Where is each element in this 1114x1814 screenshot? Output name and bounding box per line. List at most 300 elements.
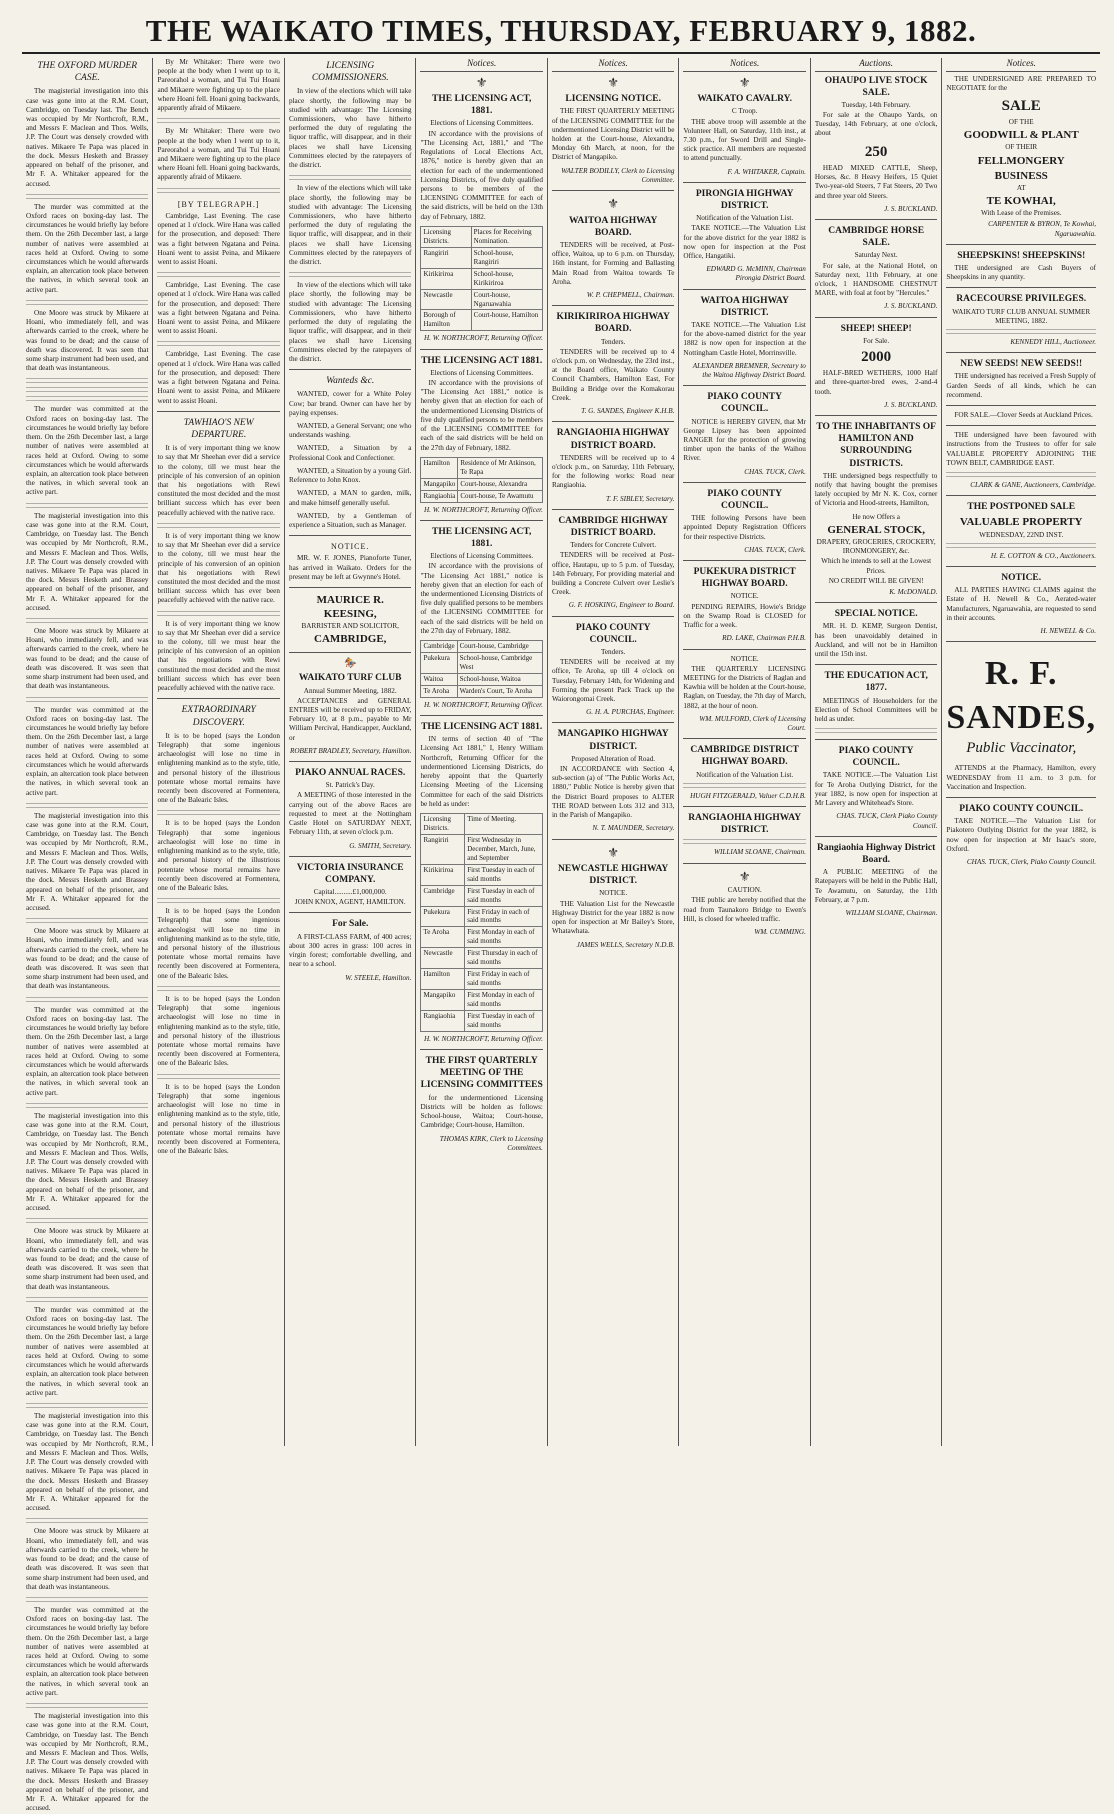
- races-signature: G. SMITH, Secretary.: [349, 841, 412, 850]
- notice-body: A PUBLIC MEETING of the Ratepayers will be held in the Public Hall, Te Awamutu, on Saturday, the 11th February, at 7 p.m.: [814, 868, 938, 904]
- article-paragraph: One Moore was struck by Mikaere at Hoani, who immediately fell, and was afterwards carried to the creek, where he was found to be dead; and the cause of death was discovered. It was seen that some sharp instrument had been used, and that death was instantaneous.: [26, 927, 149, 991]
- notice-title: NEW SEEDS! NEW SEEDS!!: [960, 359, 1083, 370]
- notice-signature: HUGH FITZGERALD, Valuer C.D.H.B.: [690, 791, 806, 800]
- notice-title: THE LICENSING ACT, 1881.: [432, 94, 532, 117]
- notice-signature: T. F. SIBLEY, Secretary.: [605, 494, 675, 503]
- divider: [815, 664, 937, 665]
- article-title: LICENSING COMMISSIONERS.: [311, 61, 389, 84]
- table-cell: Waitoa: [421, 673, 457, 685]
- notice-title: Rangiaohia Highway District Board.: [817, 842, 936, 865]
- turf-club-title: WAIKATO TURF CLUB: [298, 673, 402, 684]
- article-paragraph: The murder was committed at the Oxford races on boxing-day last. The circumstances he would briefly lay before them. On the 26th December last, a large number of natives were assembled at races held at Oxford. Owing to some circumstances which he would afterwards explain, an altercation took place between the natives, in which several took an active part.: [26, 1605, 149, 1697]
- notice-signature: CHAS. TUCK, Clerk Piako County Council.: [836, 812, 938, 830]
- columns: [22, 58, 1100, 1813]
- royal-crest-icon: ⚜: [607, 844, 619, 860]
- article-title: EXTRAORDINARY DISCOVERY.: [181, 705, 256, 728]
- table-cell: First Thursday in each of said months: [465, 948, 543, 969]
- insurance-agent: JOHN KNOX, AGENT, HAMILTON.: [294, 898, 406, 907]
- auction-subtitle: Saturday Next.: [854, 251, 898, 260]
- divider: [552, 509, 674, 510]
- text-lines: [157, 611, 279, 617]
- divider: [815, 602, 937, 603]
- notice-title: WAIKATO CAVALRY.: [697, 94, 793, 105]
- notice-body: THE above troop will assemble at the Volunteer Hall, on Saturday, 11th inst., at 7.30 p.m., for Sword Drill and Single-stick practice. All members are requested to attend punctually.: [683, 117, 806, 163]
- table-cell: First Monday in each of said months: [465, 990, 543, 1011]
- table-row: [421, 490, 542, 502]
- for-sale-title: For Sale.: [332, 919, 369, 930]
- article-paragraph: It is to be hoped (says the London Telegraph) that some ingenious archaeologist will lose no time in enlightening mankind as to the style, title, and personal history of the illustrious potentate whose mortal remains have recently been discovered at Formentera, one of the Balearic Isles.: [157, 907, 280, 980]
- text-lines: [683, 783, 805, 789]
- notice-body: MR. W. F. JONES, Pianoforte Tuner, has arrived in Waikato. Orders for the present may be left at Gwynne's Hotel.: [288, 554, 412, 581]
- notice-heading: NOTICE.: [331, 542, 370, 552]
- text-lines: [289, 272, 411, 278]
- table-cell: Rangiriri: [421, 834, 465, 864]
- divider: [552, 722, 674, 723]
- races-body: A MEETING of those interested in the carrying out of the above Races are requested to meet at the Nottingham Castle Hotel on SATURDAY NEXT, February 11th, at seven o'clock p.m.: [288, 791, 412, 837]
- lease-note: With Lease of the Premises.: [980, 209, 1062, 218]
- notice-subtitle: NOTICE.: [599, 889, 628, 898]
- notice-body: IN terms of section 40 of "The Licensing Act 1881," I, Henry William Northcroft, Returning Officer for the undermentioned Licensing Districts, do hereby appoint that the Quarterly Licensing Meeting of the Licensing Committee for each of the said Districts be held as under:: [420, 735, 543, 808]
- notice-body: TENDERS will be received up to 4 o'clock p.m., on Saturday, 11th February, for the following works: Road near Rangiaohia.: [551, 453, 675, 490]
- notice-title: LICENSING NOTICE.: [565, 94, 661, 105]
- notice-signature: H. NEWELL & Co.: [1040, 627, 1097, 635]
- notice-signature: F. A. WHITAKER, Captain.: [727, 167, 806, 176]
- notice-body: MR. H. D. KEMP, Surgeon Dentist, has been unavoidably detained in Auckland, and will not be in Hamilton until the 15th inst.: [814, 622, 938, 658]
- table-cell: First Friday in each of said months: [465, 906, 543, 927]
- table-row: [421, 685, 542, 697]
- table-cell: Court-house, Hamilton: [471, 310, 542, 331]
- column-heading: Notices.: [552, 58, 674, 72]
- text-lines: [26, 378, 148, 384]
- notice-signature: WILLIAM SLOANE, Chairman.: [845, 908, 938, 917]
- article-paragraph: In view of the elections which will take place shortly, the following may be studied with advantage: The Licensing Commissioners, who have hitherto performed the duty of regulating the liquor traffic, will disappear, and in their places we shall have Licensing Committees elected by the ratepayers of the district.: [288, 281, 412, 363]
- notice-subtitle: Tenders for Concrete Culvert.: [570, 541, 657, 550]
- auction-subtitle: He now Offers a: [852, 512, 900, 521]
- notice-body: for the undermentioned Licensing Districts will be holden as follows: School-house, Waitoa; Court-house, Cambridge; Court-house, Hamilton.: [420, 1093, 543, 1130]
- table-row: [421, 969, 542, 990]
- text-lines: [26, 1103, 148, 1109]
- notice-signature: CHAS. TUCK, Clerk, Piako County Council.: [966, 858, 1097, 867]
- notice-body: TENDERS will be received, at Post-office, Waitoa, up to 6 p.m. on Thursday, 16th instant, for Forming and Ballasting Main Road from Waitoa towards Te Aroha.: [551, 240, 675, 286]
- races-title: PIAKO ANNUAL RACES.: [295, 768, 406, 779]
- notice-body: ALL PARTIES HAVING CLAIMS against the Estate of H. Newell & Co., Aerated-water Manufacturers, Ngaruawahia, are requested to send in their accounts.: [946, 586, 1097, 622]
- connector-text: OF THEIR: [1005, 143, 1038, 152]
- divider: [683, 560, 805, 561]
- text-lines: [26, 1403, 148, 1409]
- notice-title: RACECOURSE PRIVILEGES.: [956, 294, 1087, 305]
- table-row: [421, 834, 542, 864]
- article-paragraph: It is to be hoped (says the London Telegraph) that some ingenious archaeologist will lose no time in enlightening mankind as to the style, title, and personal history of the illustrious potentate whose mortal remains have recently been discovered at Formentera, one of the Balearic Isles.: [157, 1082, 280, 1156]
- divider: [420, 349, 542, 350]
- notice-subtitle: Notification of the Valuation List.: [696, 214, 794, 223]
- notice-title: WAITOA HIGHWAY DISTRICT.: [700, 295, 789, 318]
- text-lines: [946, 329, 1096, 335]
- divider: [552, 190, 674, 191]
- column-7: [811, 58, 942, 1446]
- vaccinator-name: R. F. SANDES,: [946, 655, 1097, 736]
- table-cell: Newcastle: [421, 948, 465, 969]
- notice-body: THE QUARTERLY LICENSING MEETING for the Districts of Raglan and Kawhia will be holden at the Court-house, Raglan, on Tuesday, the 7th day of March, 1882, at the hour of noon.: [683, 664, 806, 710]
- table-cell: Hamilton: [421, 457, 458, 478]
- notice-subtitle: C Troop.: [731, 107, 758, 116]
- notice-body: THE Valuation List for the Newcastle Highway District for the year 1882 is now open for inspection at Mr Bailey's Store, Whatawhata.: [551, 899, 675, 936]
- notice-title: THE LICENSING ACT, 1881.: [432, 526, 532, 549]
- telegraph-subhead: [BY TELEGRAPH.]: [177, 199, 260, 209]
- auction-body: THE undersigned begs respectfully to notify that having bought the premises lately occupied by Mr N. K. Cox, corner of Victoria and Hood-streets, Hamilton,: [814, 471, 938, 508]
- keesing-name: MAURICE R. KEESING,: [316, 594, 384, 621]
- article-paragraph: By Mr Whitaker: There were two people at the body when I went up to it, Pareorahol a woman, and Tui Tui Hoani and Mikaere were fighting up to the place where Hoani fell. Hoani going backwards, apparently afraid of Mikaere.: [157, 58, 280, 113]
- business-heading: BUSINESS: [994, 169, 1048, 182]
- vaccinator-title: Public Vaccinator,: [966, 740, 1077, 757]
- races-subtitle: St. Patrick's Day.: [325, 781, 375, 790]
- table-cell: Te Aroha: [421, 927, 465, 948]
- divider: [552, 305, 674, 306]
- notice-subtitle: Elections of Licensing Committees.: [430, 552, 534, 561]
- notice-title: RANGIAOHIA HIGHWAY DISTRICT.: [688, 813, 802, 836]
- notice-body: IN accordance with the provisions of "The Licensing Act 1881," notice is hereby given that an election for each of the undermentioned Licensing Districts of five duly qualified persons to be members of the LICENSING COMMITTEE for each of the said districts will be held on the 27th day of February, 1882.: [420, 378, 543, 452]
- turf-club-signature: ROBERT BRADLEY, Secretary, Hamilton.: [289, 746, 412, 755]
- notice-title: PIAKO COUNTY COUNCIL.: [959, 804, 1084, 815]
- property-heading: VALUABLE PROPERTY: [959, 516, 1083, 529]
- wanted-ad: WANTED, a Situation by a Professional Cook and Confectioner.: [288, 444, 412, 462]
- divider: [946, 797, 1096, 798]
- for-sale-body: A FIRST-CLASS FARM, of 400 acres; about 300 acres in grass: 100 acres in virgin forest; comfortable dwelling, and near to a school.: [288, 932, 412, 969]
- notice-title: PIAKO COUNTY COUNCIL.: [707, 392, 782, 415]
- article-title: THE OXFORD MURDER CASE.: [37, 61, 138, 84]
- divider: [683, 482, 805, 483]
- table-cell: First Tuesday in each of said months: [465, 1011, 543, 1032]
- article-paragraph: The magisterial investigation into this case was gone into at the R.M. Court, Cambridge, on Tuesday last. The Bench was occupied by Mr Northcroft, R.M., and Messrs F. Maclean and Thos. Wells, J.P. The Court was densely crowded with natives. Mikaere Te Papa was placed in the dock. Messrs Hesketh and Brassey appeared on behalf of the prisoner, and Mr F. A. Whitaker appeared for the accused.: [26, 811, 149, 912]
- notice-subtitle: Proposed Alteration of Road.: [571, 754, 656, 763]
- royal-crest-icon: ⚜: [475, 74, 488, 90]
- table-cell: Rangiaohia: [421, 490, 458, 502]
- fellmongery-heading: FELLMONGERY: [977, 154, 1065, 167]
- notice-signature: H. W. NORTHCROFT, Returning Officer.: [423, 334, 543, 343]
- sale-date: WEDNESDAY, 22ND INST.: [979, 530, 1064, 539]
- notice-title: NOTICE.: [1001, 572, 1042, 583]
- notice-signature: H. W. NORTHCROFT, Returning Officer.: [423, 700, 543, 709]
- table-cell: Court-house, Alexandra: [458, 478, 543, 490]
- table-cell: Pukekura: [421, 653, 457, 674]
- general-stock-heading: GENERAL STOCK,: [827, 523, 925, 536]
- no-credit-notice: NO CREDIT WILL BE GIVEN!: [828, 576, 924, 585]
- article-paragraph: The murder was committed at the Oxford races on boxing-day last. The circumstances he would briefly lay before them. On the 26th December last, a large number of natives were assembled at races held at Oxford. Owing to some circumstances which he would afterwards explain, an altercation took place between the natives, in which several took an active part.: [26, 1305, 149, 1397]
- article-paragraph: Cambridge, Last Evening. The case opened at 1 o'clock. Wire Hana was called for the prosecution, and deposed: There was a fight between Ngatana and Peina. Hoani went to assist Peina, and Mikaere went to assist Hoani.: [157, 350, 280, 405]
- notice-signature: JAMES WELLS, Secretary N.D.B.: [576, 940, 675, 949]
- connector-text: AT: [1016, 183, 1026, 192]
- article-paragraph: Cambridge, Last Evening. The case opened at 1 o'clock. Wire Hana was called for the prosecution, and deposed: There was a fight between Ngatana and Peina. Hoani went to assist Peina, and Mikaere went to assist Hoani.: [157, 211, 280, 266]
- divider: [420, 520, 542, 521]
- article-paragraph: It is to be hoped (says the London Telegraph) that some ingenious archaeologist will lose no time in enlightening mankind as to the style, title, and personal history of the illustrious potentate whose mortal remains have recently been discovered at Formentera, one of the Balearic Isles.: [157, 731, 280, 805]
- divider: [157, 698, 279, 699]
- text-lines: [26, 1218, 148, 1224]
- divider: [946, 244, 1096, 245]
- notice-subtitle: NOTICE.: [730, 592, 759, 601]
- notice-subtitle: Tenders.: [600, 337, 626, 346]
- table-row: [421, 641, 542, 653]
- notice-signature: H. W. NORTHCROFT, Returning Officer.: [423, 1034, 543, 1043]
- table-row: [421, 948, 542, 969]
- article-paragraph: One Moore was struck by Mikaere at Hoani, who immediately fell, and was afterwards carried to the creek, where he was found to be dead; and the cause of death was discovered. It was seen that some sharp instrument had been used, and that death was instantaneous.: [26, 308, 149, 373]
- text-lines: [26, 918, 148, 924]
- notice-signature: G. H. A. PURCHAS, Engineer.: [586, 708, 675, 717]
- article-paragraph: The murder was committed at the Oxford races on boxing-day last. The circumstances he would briefly lay before them. On the 26th December last, a large number of natives were assembled at races held at Oxford. Owing to some circumstances which he would afterwards explain, an altercation took place between the natives, in which several took an active part.: [26, 202, 149, 294]
- table-cell: Cambridge: [421, 885, 465, 906]
- divider: [289, 652, 411, 653]
- divider: [683, 182, 805, 183]
- article-paragraph: The magisterial investigation into this case was gone into at the R.M. Court, Cambridge, on Tuesday last. The Bench was occupied by Mr Northcroft, R.M., and Messrs F. Maclean and Thos. Wells, J.P. The Court was densely crowded with natives. Mikaere Te Papa was placed in the dock. Messrs Hesketh and Brassey appeared on behalf of the prisoner, and Mr F. A. Whitaker appeared for the accused.: [26, 87, 149, 188]
- notice-signature: T. G. SANDES, Engineer K.H.B.: [581, 407, 675, 416]
- auction-headline-number: 250: [864, 143, 888, 160]
- divider: [683, 289, 805, 290]
- column-6: [679, 58, 810, 1446]
- table-cell: First Wednesday in December, March, June, and September: [465, 834, 543, 864]
- notice-signature: N. T. MAUNDER, Secretary.: [592, 824, 675, 833]
- table-cell: Newcastle: [421, 289, 471, 310]
- royal-crest-icon: ⚜: [738, 74, 751, 90]
- notice-title: THE EDUCATION ACT, 1877.: [824, 671, 928, 694]
- notice-body: TAKE NOTICE.—The Valuation List for Te Aroha Outlying District, for the year 1882, is now open for inspection at Mr Lavery and Whitehead's Store.: [814, 771, 938, 808]
- notice-signature: CLARK & GANE, Auctioneers, Cambridge.: [970, 481, 1097, 490]
- article-paragraph: The magisterial investigation into this case was gone into at the R.M. Court, Cambridge, on Tuesday last. The Bench was occupied by Mr Northcroft, R.M., and Messrs F. Maclean and Thos. Wells, J.P. The Court was densely crowded with natives. Mikaere Te Papa was placed in the dock. Messrs Hesketh and Brassey appeared on behalf of the prisoner, and Mr F. A. Whitaker appeared for the accused.: [26, 1412, 149, 1513]
- article-paragraph: The magisterial investigation into this case was gone into at the R.M. Court, Cambridge, on Tuesday last. The Bench was occupied by Mr Northcroft, R.M., and Messrs F. Maclean and Thos. Wells, J.P. The Court was densely crowded with natives. Mikaere Te Papa was placed in the dock. Messrs Hesketh and Brassey appeared on behalf of the prisoner, and Mr F. A. Whitaker appeared for the accused.: [26, 1111, 149, 1213]
- table-cell: Court-house, Te Awamutu: [458, 490, 543, 502]
- notice-body: IN accordance with the provisions of "The Licensing Act, 1881," and "The Regulations of Local Elections Act, 1876," notice is hereby given that an election for each of the undermentioned Licensing Districts, of five duly qualified persons to be members of the LICENSING COMMITTEE for each of the said districts, will be held on the 13th day of February, 1882.: [420, 129, 543, 221]
- table-row: [421, 457, 542, 478]
- notice-signature: W. P. CHEPMELL, Chairman.: [586, 291, 675, 300]
- table-cell: Court-house, Ngaruawahia: [471, 289, 542, 310]
- text-lines: [26, 387, 148, 393]
- notice-signature: WM. MULFORD, Clerk of Licensing Court.: [699, 714, 806, 733]
- divider: [289, 535, 411, 536]
- article-paragraph: One Moore was struck by Mikaere at Hoani, who immediately fell, and was afterwards carried to the creek, where he was found to be dead; and the cause of death was discovered. It was seen that some sharp instrument had been used, and that death was instantaneous.: [26, 1527, 149, 1591]
- licensing-table-3: [420, 640, 542, 698]
- table-cell: Warden's Court, Te Aroha: [457, 685, 542, 697]
- article-paragraph: The magisterial investigation into this case was gone into at the R.M. Court, Cambridge, on Tuesday last. The Bench was occupied by Mr Northcroft, R.M., and Messrs F. Maclean and Thos. Wells, J.P. The Court was densely crowded with natives. Mikaere Te Papa was placed in the dock. Messrs Hesketh and Brassey appeared on behalf of the prisoner, and Mr F. A. Whitaker appeared for the accused.: [26, 1712, 149, 1813]
- notice-body: THE undersigned has received a Fresh Supply of Garden Seeds of all kinds, which he can recommend.: [946, 372, 1097, 399]
- text-lines: [26, 503, 148, 509]
- divider: [946, 566, 1096, 567]
- table-row: [421, 885, 542, 906]
- licensing-table-2: [420, 457, 542, 503]
- insurance-capital: Capital..........£1,000,000.: [313, 888, 387, 897]
- article-paragraph: In view of the elections which will take place shortly, the following may be studied with advantage: The Licensing Commissioners, who have hitherto performed the duty of regulating the liquor traffic, will disappear, and in their places we shall have Licensing Committees elected by the ratepayers of the district.: [288, 87, 412, 170]
- divider: [946, 495, 1096, 496]
- table-header: Places for Receiving Nomination.: [471, 226, 542, 247]
- table-cell: School-house, Kirikiriroa: [471, 268, 542, 289]
- notice-body: IN ACCORDANCE with Section 4, sub-section (a) of "The Public Works Act, 1880," Public Notice is hereby given that the District Board proposes to ALTER THE ROAD between Lots 312 and 313, in the Parish of Mangapiko.: [551, 764, 675, 820]
- royal-crest-icon: ⚜: [607, 196, 619, 212]
- text-lines: [26, 803, 148, 809]
- article-paragraph: It is of very important thing we know to say that Mr Sheehan ever did a service to the colony, till we must hear the principle of his conversion of an opinion that his negotiations with Rewi constituted the most decided and the most brilliant success which has ever been peacefully achieved with the native race.: [157, 531, 280, 605]
- divider: [815, 836, 937, 837]
- notice-title: THE FIRST QUARTERLY MEETING OF THE LICENSING COMMITTEES: [420, 1056, 543, 1091]
- notice-body: NOTICE is HEREBY GIVEN, that Mr George Lipsey has been appointed RANGER for the protection of growing timber upon the banks of the Waihou River.: [683, 417, 806, 463]
- table-cell: First Tuesday in each of said months: [465, 864, 543, 885]
- notice-body: THE FIRST QUARTERLY MEETING of the LICENSING COMMITTEE for the undermentioned Licensing District will be holden at the Court-house, Alexandra, Monday 6th March, at noon, for the District of Mangapiko.: [551, 107, 675, 162]
- table-cell: Kirikiriroa: [421, 864, 465, 885]
- notice-body: THE public are hereby notified that the road from Taunakoro Bridge to Ewen's Hill, is closed for wheeled traffic.: [683, 896, 806, 923]
- table-row: [421, 478, 542, 490]
- notice-body: THE following Persons have been appointed Deputy Registration Officers for their respective Districts.: [683, 514, 806, 541]
- auction-subtitle: Tuesday, 14th February.: [841, 100, 911, 109]
- notice-signature: WM. CUMMING.: [754, 928, 806, 937]
- text-lines: [157, 118, 279, 124]
- article-paragraph: The murder was committed at the Oxford races on boxing-day last. The circumstances he would briefly lay before them. On the 26th December last, a large number of natives were assembled at races held at Oxford. Owing to some circumstances which he would afterwards explain, an altercation took place between the natives, in which several took an active part.: [26, 705, 149, 797]
- notice-title: THE LICENSING ACT 1881.: [421, 355, 543, 366]
- notice-subtitle: Tenders.: [600, 647, 626, 656]
- notice-title: PIAKO COUNTY COUNCIL.: [707, 488, 782, 512]
- divider: [946, 287, 1096, 288]
- notice-body: PENDING REPAIRS, Howie's Bridge on the Swamp Road is CLOSED for Traffic for a week.: [683, 602, 806, 630]
- auction-body: HALF-BRED WETHERS, 1000 Half and three-quarter-bred ewes, 2-and-4 tooth.: [814, 369, 938, 396]
- auction-signature: K. McDONALD.: [889, 587, 938, 596]
- auction-title: TO THE INHABITANTS OF HAMILTON AND SURROUNDING DISTRICTS.: [816, 422, 936, 469]
- divider: [683, 385, 805, 386]
- divider: [289, 369, 411, 370]
- article-paragraph: It is of very important thing we know to say that Mr Sheehan ever did a service to the colony, till we must hear the principle of his conversion of an opinion that his negotiations with Rewi constituted the most decided and the most brilliant success which has ever been peacefully achieved with the native race.: [157, 444, 280, 517]
- divider: [289, 912, 411, 913]
- notice-subtitle: Elections of Licensing Committees.: [430, 119, 534, 128]
- divider: [420, 1049, 542, 1050]
- column-heading: Notices.: [420, 58, 542, 72]
- text-lines: [26, 618, 148, 624]
- table-cell: Te Aroha: [421, 685, 457, 697]
- wanted-ad: WANTED, a General Servant; one who understands washing.: [288, 422, 412, 440]
- turf-club-subtitle: Annual Summer Meeting, 1882.: [303, 686, 397, 695]
- column-5: [548, 58, 679, 1446]
- divider: [289, 587, 411, 588]
- article-paragraph: It is of very important thing we know to say that Mr Sheehan ever did a service to the colony, till we must hear the principle of his conversion of an opinion that his negotiations with Rewi constituted the most decided and the most brilliant success which has ever been peacefully achieved with the native race.: [157, 619, 280, 693]
- wanted-ad: WANTED, cower for a White Poley Cow; bar brand. Owner can have her by paying expenses.: [288, 390, 412, 417]
- notice-title: CAMBRIDGE DISTRICT HIGHWAY BOARD.: [690, 745, 799, 768]
- divider: [815, 317, 937, 318]
- table-header: Time of Meeting.: [465, 813, 543, 834]
- table-cell: Pukekura: [421, 906, 465, 927]
- table-row: [421, 990, 542, 1011]
- column-heading: Notices.: [946, 58, 1096, 72]
- table-row: [421, 906, 542, 927]
- sale-heading: SALE: [1001, 97, 1041, 114]
- notice-title: RANGIAOHIA HIGHWAY DISTRICT BOARD.: [556, 428, 670, 451]
- notice-title: CAMBRIDGE HIGHWAY DISTRICT BOARD.: [558, 515, 669, 538]
- article-paragraph: It is to be hoped (says the London Telegraph) that some ingenious archaeologist will lose no time in enlightening mankind as to the style, title, and personal history of the illustrious potentate whose mortal remains have recently been discovered at Formentera, one of the Balearic Isles.: [157, 819, 280, 892]
- text-lines: [157, 272, 279, 278]
- table-cell: School-house, Waitoa: [457, 673, 542, 685]
- table-cell: Mangapiko: [421, 990, 465, 1011]
- auction-prices: Which he intends to sell at the Lowest Prices.: [821, 557, 932, 575]
- text-lines: [157, 898, 279, 904]
- text-lines: [157, 810, 279, 816]
- article-paragraph: The murder was committed at the Oxford races on boxing-day last. The circumstances he would briefly lay before them. On the 26th December last, a large number of natives were assembled at races held at Oxford. Owing to some circumstances which he would afterwards explain, an altercation took place between the natives, in which several took an active part.: [26, 405, 149, 497]
- divider: [552, 839, 674, 840]
- notice-signature: RD. LAKE, Chairman P.H.B.: [722, 634, 806, 643]
- divider: [683, 806, 805, 807]
- divider: [815, 739, 937, 740]
- divider: [946, 352, 1096, 353]
- auction-title: OHAUPO LIVE STOCK SALE.: [824, 75, 928, 98]
- divider: [815, 219, 937, 220]
- notice-title: SHEEPSKINS! SHEEPSKINS!: [957, 250, 1086, 261]
- notice-body: FOR SALE.—Clover Seeds at Auckland Prices.: [954, 410, 1093, 419]
- royal-crest-icon: ⚜: [738, 868, 751, 884]
- notice-signature: G. F. HOSKING, Engineer to Board.: [568, 601, 675, 610]
- text-lines: [26, 194, 148, 200]
- table-row: [421, 673, 542, 685]
- table-cell: Residence of Mr Atkinson, Te Rapa: [458, 457, 543, 478]
- notice-signature: CARPENTER & BYRON, Te Kowhai, Ngaruawahia.: [988, 220, 1097, 238]
- text-lines: [26, 300, 148, 306]
- column-heading: Auctions.: [815, 58, 937, 72]
- notice-title: PIRONGIA HIGHWAY DISTRICT.: [695, 188, 794, 211]
- column-1: [22, 58, 153, 1813]
- notice-body: ATTENDS at the Pharmacy, Hamilton, every WEDNESDAY from 11 a.m. to 3 p.m. for Vaccination and Inspection.: [946, 764, 1097, 791]
- text-lines: [157, 341, 279, 347]
- turf-club-body: ACCEPTANCES and GENERAL ENTRIES will be received up to FRIDAY, February 10, at 8 p.m., payable to Mr William Percival, Handicapper, Auckland, or: [288, 696, 412, 742]
- notice-body: TAKE NOTICE.—The Valuation List for Piakotero Outlying District for the year 1882, is now open for inspection at Mr Isaac's store, Oxford.: [946, 817, 1097, 853]
- place-heading: TE KOWHAI,: [986, 195, 1056, 208]
- notice-signature: THOMAS KIRK, Clerk to Licensing Committees.: [439, 1134, 543, 1152]
- wanted-ad: WANTED, a MAN to garden, milk, and make himself generally useful.: [288, 489, 412, 507]
- notice-title: WAITOA HIGHWAY BOARD.: [568, 215, 658, 238]
- licensing-table-1: [420, 226, 542, 332]
- table-cell: Mangapiko: [421, 478, 458, 490]
- text-lines: [157, 523, 279, 529]
- divider: [683, 863, 805, 864]
- notice-signature: WALTER BODILLY, Clerk to Licensing Committee.: [561, 166, 675, 184]
- article-paragraph: In view of the elections which will take place shortly, the following may be studied with advantage: The Licensing Commissioners, who have hitherto performed the duty of regulating the liquor traffic, will disappear, and in their places we shall have Licensing Committees elected by the ratepayers of the district.: [288, 184, 412, 267]
- table-row: [421, 653, 542, 674]
- auction-subtitle: For Sale.: [863, 336, 890, 345]
- notice-title: PIAKO COUNTY COUNCIL.: [575, 622, 651, 645]
- notice-subtitle: Notification of the Valuation List.: [696, 770, 794, 779]
- notice-body: TENDERS will be received at my office, Te Aroha, up till 4 o'clock on Tuesday, February 14th, for Widening and Forming the present Pack Track up the Waiorongomai Creek.: [551, 658, 675, 704]
- notice-subtitle: Elections of Licensing Committees.: [430, 368, 534, 377]
- text-lines: [157, 188, 279, 194]
- auction-signature: J. S. BUCKLAND.: [884, 302, 938, 311]
- text-lines: [683, 839, 805, 845]
- notice-subtitle: NOTICE.: [730, 654, 759, 663]
- auction-list: HEAD MIXED CATTLE, Sheep, Horses, &c. 8 Heavy Heifers, 15 Quiet Two-year-old Steers, 7 Fat Steers, 20 Two and three year old Steers.: [814, 163, 938, 200]
- text-lines: [26, 1597, 148, 1603]
- table-row: [421, 310, 542, 331]
- for-sale-signature: W. STEELE, Hamilton.: [345, 973, 412, 982]
- wanted-ad: WANTED, by a Gentleman of experience a Situation, such as Manager.: [288, 511, 412, 529]
- column-2: [153, 58, 284, 1446]
- notice-signature: EDWARD G. McMINN, Chairman Pirongia District Board.: [706, 265, 806, 283]
- masthead: THE WAIKATO TIMES, THURSDAY, FEBRUARY 9, 1882.: [22, 10, 1100, 54]
- notice-body: THE undersigned are Cash Buyers of Sheepskins in any quantity.: [946, 263, 1097, 282]
- table-cell: First Friday in each of said months: [465, 969, 543, 990]
- royal-crest-icon: ⚜: [607, 74, 619, 90]
- text-lines: [157, 986, 279, 992]
- auction-headline-number: 2000: [861, 348, 892, 365]
- auction-list: DRAPERY, GROCERIES, CROCKERY, IRONMONGERY, &c.: [816, 537, 936, 556]
- article-title: TAWHIAO'S NEW DEPARTURE.: [183, 417, 254, 440]
- text-lines: [946, 543, 1096, 549]
- auction-signature: J. S. BUCKLAND.: [884, 400, 938, 409]
- table-cell: Cambridge: [421, 641, 457, 653]
- notice-body: THE UNDERSIGNED ARE PREPARED TO NEGOTIATE for the: [946, 74, 1097, 92]
- table-cell: First Monday in each of said months: [465, 927, 543, 948]
- divider: [946, 405, 1096, 406]
- table-cell: School-house, Cambridge West: [457, 653, 542, 674]
- table-header: Licensing Districts.: [421, 813, 465, 834]
- divider: [289, 856, 411, 857]
- text-lines: [26, 1703, 148, 1709]
- article-paragraph: Cambridge, Last Evening. The case opened at 1 o'clock. Wire Hana was called for the prosecution, and deposed: There was a fight between Ngatana and Peina. Hoani went to assist Peina, and Mikaere went to assist Hoani.: [157, 281, 280, 336]
- notice-body: IN accordance with the provisions of "The Licensing Act 1881," notice is hereby given that an election for each of the undermentioned Licensing Districts of five duly qualified persons to be members of the LICENSING COMMITTEE for each of the said districts will be held on the 27th day of February, 1882.: [420, 562, 543, 635]
